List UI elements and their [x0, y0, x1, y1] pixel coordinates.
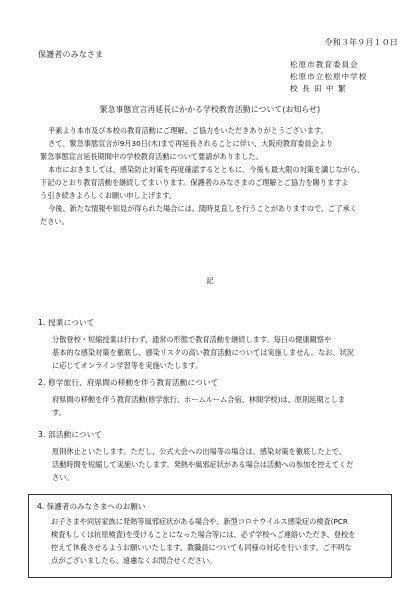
section-line: 基本的な感染対策を徹底し、感染リスクの高い教育活動については実施しません。なお、状況 — [52, 348, 355, 357]
section-line: 原則休止といたします。ただし、公式大会への出場等の場合は、感染対策を徹底した上で、 — [52, 447, 346, 456]
intro-line: 下記のとおり教育活動を継続してまいります。保護者のみなさまのご理解とご協力を賜りますよ — [40, 178, 349, 187]
section-body-travel — [52, 393, 382, 419]
section-body-clubs — [52, 445, 382, 484]
intro-line: う引き続きよろしくお願い申し上げます。 — [40, 191, 176, 200]
addressee: 保護者のみなさま — [38, 50, 104, 59]
section-heading-clubs: 3. 部活動について — [38, 430, 103, 439]
intro-line: 今後、新たな情報や知見が得られた場合には、随時見直しを行うことがありますので、ご了承く — [48, 204, 357, 213]
parent-request-box — [28, 494, 392, 578]
issuer-school: 松原市立松原中学校 — [290, 72, 368, 81]
document-date: 令和３年９月１０日 — [324, 38, 398, 47]
section-heading-travel: 2. 修学旅行、府県間の移動を伴う教育活動について — [38, 378, 219, 387]
parent-request-heading: 4. 保護者のみなさまへのお願い — [37, 502, 146, 511]
request-line: 控えて休養させるようお願いいたします。教職員についても同様の対応を行います。ご不明な — [51, 543, 352, 552]
intro-paragraph — [40, 124, 380, 228]
request-line: 検査もしくは抗原検査)を受けることになった場合等には、必ず学校へご連絡いただき、登校を — [51, 530, 356, 539]
request-line: お子さまや同居家族に発熱等風邪症状がある場合や、新型コロナウイルス感染症の検査(PCR — [51, 517, 348, 526]
section-body-classes — [52, 333, 382, 372]
section-line: さい。 — [52, 473, 74, 482]
section-line: 府県間の移動を伴う教育活動(修学旅行、ホームルーム合宿、林間学校)は、原則延期としま — [52, 395, 346, 404]
document-title: 緊急事態宣言再延長にかかる学校教育活動について(お知らせ) — [99, 105, 321, 114]
request-line: 点がございましたら、遠慮なくお問合せください。 — [51, 556, 217, 565]
section-line: 活動時間を短縮して実施いたします。発熱や風邪症状がある場合は活動への参加を控えてくだ — [52, 460, 354, 469]
section-line: す。 — [52, 408, 66, 417]
section-line: に応じてオンライン学習等を実施いたします。 — [52, 361, 203, 370]
intro-line: 緊急事態宣言延長期間中の学校教育活動について要請がありました。 — [40, 152, 263, 161]
issuer-principal: 校 長 田 中 繁 — [290, 84, 347, 93]
intro-line: さて、緊急事態宣言が9月30日(木)まで再延長されることに伴い、大阪府教育委員会より — [48, 139, 334, 148]
intro-line: 本市におきましては、感染防止対策を再度確認するとともに、今後も最大限の対策を講じながら、 — [48, 165, 365, 174]
parent-request-body — [51, 515, 355, 567]
section-line: 分散登校・短縮授業は行わず、通常の形態で教育活動を継続します。毎日の健康観察や — [52, 335, 332, 344]
section-heading-classes: 1. 授業について — [38, 318, 95, 327]
intro-line: 平素より本市及び本校の教育活動にご理解、ご協力をいただきありがとうございます。 — [48, 126, 328, 135]
intro-line: ださい。 — [40, 217, 69, 226]
ki-heading: 記 — [206, 276, 214, 285]
issuer-board: 松原市教育委員会 — [290, 60, 359, 69]
